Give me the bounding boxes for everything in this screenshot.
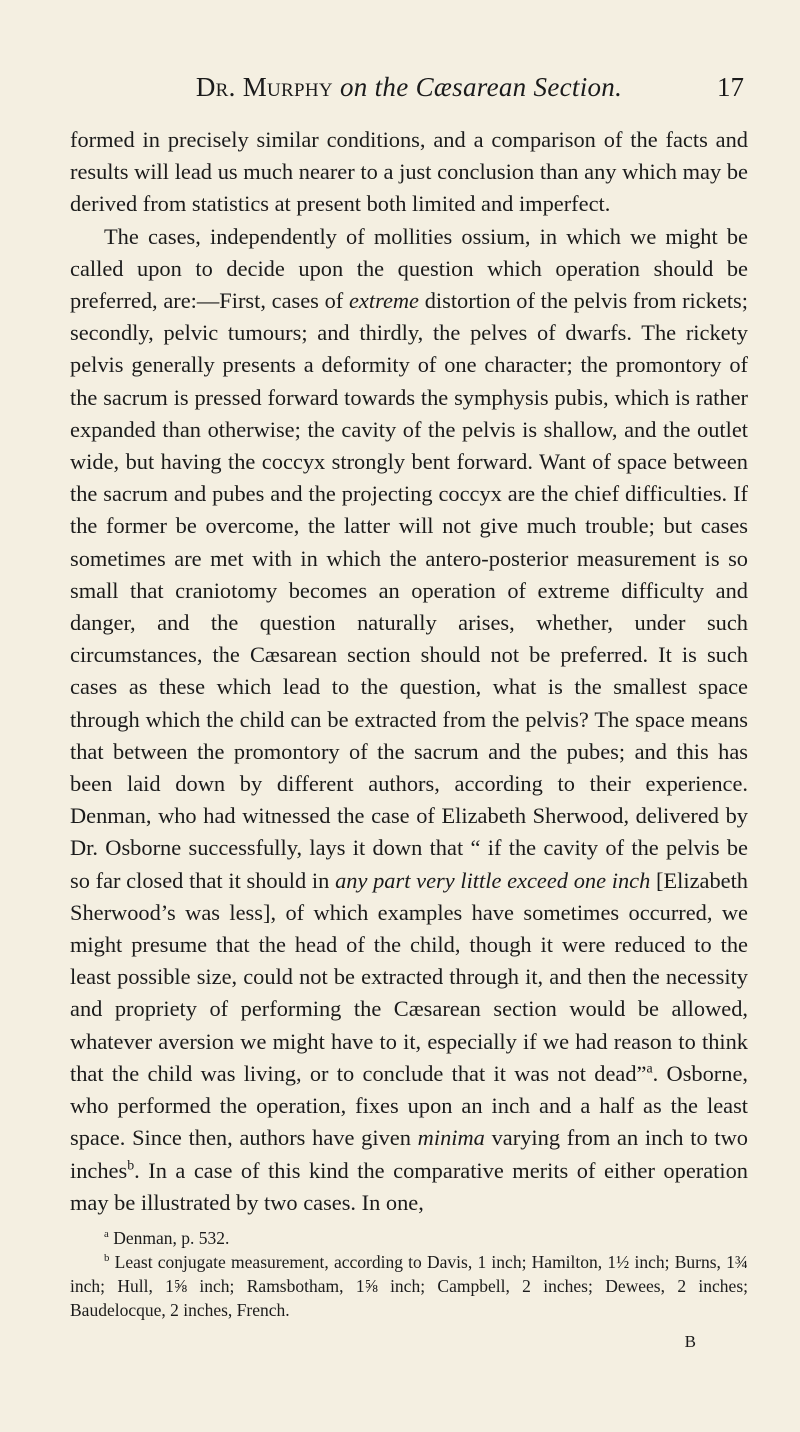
page-header [70, 72, 748, 112]
body-text [70, 124, 748, 1219]
p2-text-f: . In a case of this kind the comparative merits of either operation may be illustrated by two cases. In one, [70, 1157, 748, 1215]
running-head [70, 72, 748, 103]
footnotes [70, 1226, 748, 1322]
signature-mark: B [684, 1331, 696, 1351]
footnote-b-text: Least conjugate measurement, according to Davis, 1 inch; Hamilton, 1½ inch; Burns, 1¾ inch; Hull, 1⅝ inch; Ramsbotham, 1⅝ inch; Campbell, 2 inches; Dewees, 2 inches; Baudelocque, 2 inches, French. [70, 1251, 748, 1320]
footnote-ref-a: a [646, 1061, 653, 1077]
p2-text-d: . Osborne, who performed the operation, fixes upon an inch and a half as the least space. Since then, authors have given [70, 1060, 748, 1151]
footnote-b-mark: b [104, 1252, 110, 1265]
p2-text-e: varying from an inch to two inches [70, 1125, 748, 1183]
footnote-ref-b: b [127, 1158, 135, 1174]
page-number: 17 [717, 72, 744, 102]
p2-italic-minima: minima [417, 1125, 485, 1151]
p2-italic-quote: any part very little exceed one inch [335, 867, 651, 893]
p2-text-a: The cases, independently of mollities ossium, in which we might be called upon to decide upon the question which operation should be preferred, are:—First, cases of [70, 223, 748, 314]
running-head-author: Dr. Murphy [195, 72, 333, 102]
footnote-a-text: Denman, p. 532. [108, 1227, 230, 1248]
footnote-a-mark: a [104, 1228, 109, 1241]
paragraph-2 [70, 221, 748, 1219]
p2-text-c: [Elizabeth Sherwood’s was less], of which examples have sometimes occurred, we might presume that the head of the child, though it were reduced to the least possible size, could not be extracted through it, and then the necessity and propriety of performing the Cæsarean section would be allowed, whatever aversion we might have to it, especially if we had reason to think that the child was living, or to conclude that it was not dead” [70, 867, 749, 1086]
p2-text-b: distortion of the pelvis from rickets; secondly, pelvic tumours; and thirdly, the pelves of dwarfs. The rickety pelvis generally presents a deformity of one character; the promontory of the sacrum is pressed forward towards the symphysis pubis, which is rather expanded than otherwise; the cavity of the pelvis is shallow, and the outlet wide, but having the coccyx strongly bent forward. Want of space between the sacrum and pubes and the projecting coccyx are the chief difficulties. If the former be overcome, the latter will not give much trouble; but cases sometimes are met with in which the antero-posterior measurement is so small that craniotomy becomes an operation of extreme difficulty and danger, and the question naturally arises, whether, under such circumstances, the Cæsarean section should not be preferred. It is such cases as these which lead to the question, what is the smallest space through which the child can be extracted from the pelvis? The space means that between the promontory of the sacrum and the pubes; and this has been laid down by different authors, according to their experience. Denman, who had witnessed the case of Elizabeth Sherwood, delivered by Dr. Osborne successfully, lays it down that “ if the cavity of the pelvis be so far closed that it should in [70, 288, 748, 893]
running-head-title: on the Cæsarean Section. [339, 72, 623, 102]
footnote-b [70, 1250, 748, 1322]
paragraph-1: formed in precisely similar conditions, and a comparison of the facts and results will lead us much nearer to a just conclusion than any which may be derived from statistics at present both limited and imperfect. [70, 127, 748, 217]
p2-italic-extreme: extreme [348, 288, 419, 314]
footnote-a [70, 1226, 748, 1250]
